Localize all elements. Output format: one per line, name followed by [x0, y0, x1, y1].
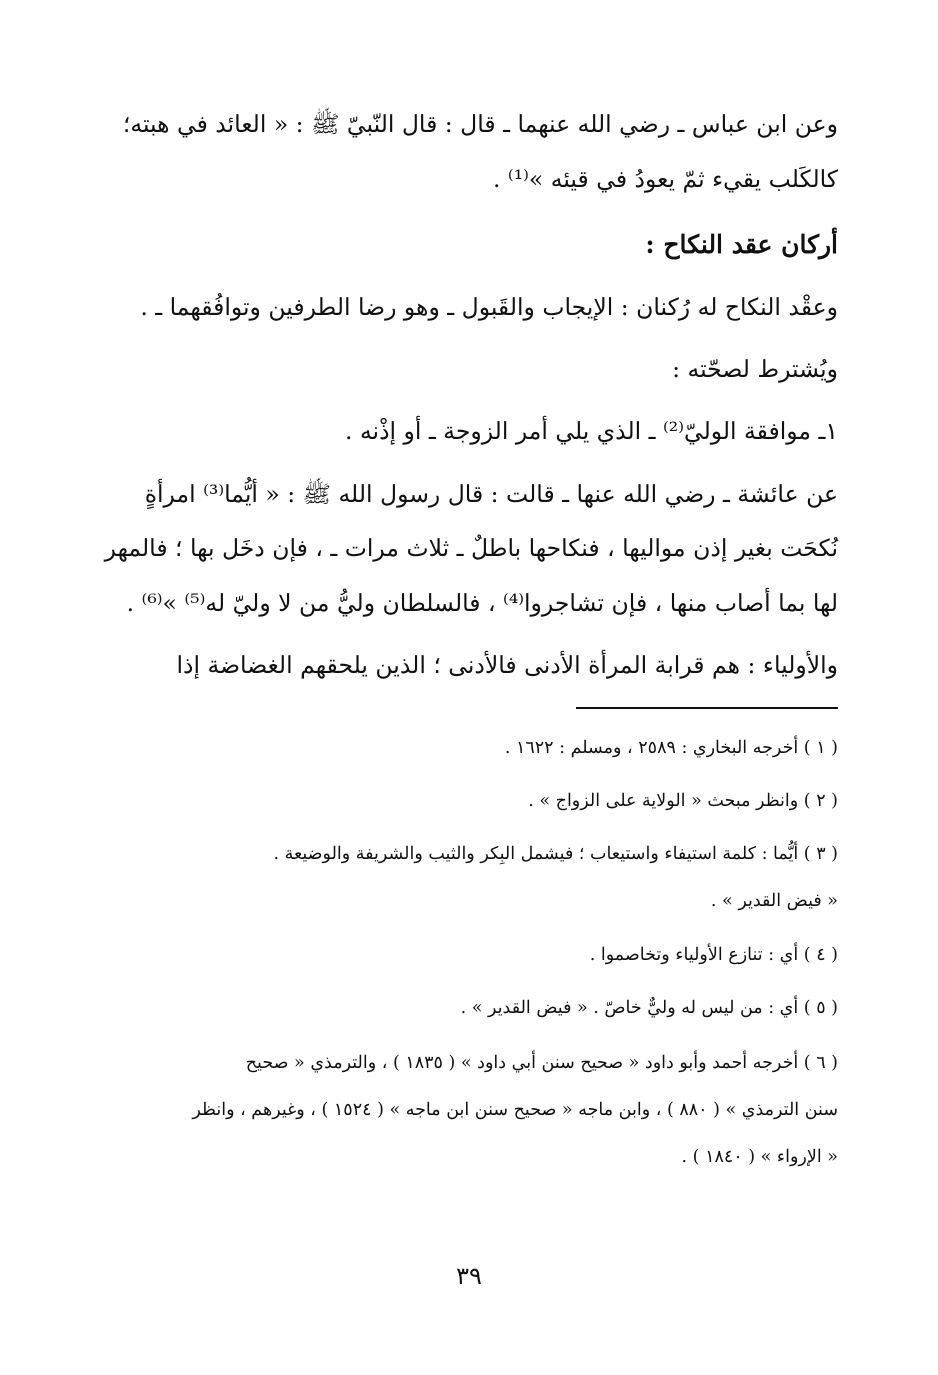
body-line: والأولياء : هم قرابة المرأة الأدنى فالأدنى ؛ الذين يلحقهم الغضاضة إذا	[176, 651, 838, 679]
footnote-line: سنن الترمذي » ( ٨٨٠ ) ، وابن ماجه « صحيح سنن ابن ماجه » ( ١٥٢٤ ) ، وغيرهم ، وانظر	[192, 1100, 838, 1120]
footnote-line: « فيض القدير » .	[710, 891, 838, 911]
footnote-line: « الإرواء » ( ١٨٤٠ ) .	[681, 1147, 838, 1167]
body-line: وعقْد النكاح له رُكنان : الإيجاب والقَبول ـ وهو رضا الطرفين وتوافُقهما ـ .	[140, 293, 838, 321]
footnote-line: ( ١ ) أخرجه البخاري : ٢٥٨٩ ، ومسلم : ١٦٢٢ .	[504, 738, 838, 758]
body-line: وعن ابن عباس ـ رضي الله عنهما ـ قال : قال النّبيّ ﷺ : « العائد في هبته؛	[122, 110, 838, 138]
footnote-line: ( ٦ ) أخرجه أحمد وأبو داود « صحيح سنن أبي داود » ( ١٨٣٥ ) ، والترمذي « صحيح	[245, 1053, 838, 1073]
footnote-line: ( ٥ ) أي : من ليس له وليٌّ خاصّ . « فيض القدير » .	[460, 998, 838, 1018]
body-line: عن عائشة ـ رضي الله عنها ـ قالت : قال رسول الله ﷺ : « أيُّما⁽³⁾ امرأةٍ	[144, 480, 838, 508]
footnote-separator	[576, 707, 838, 709]
body-line: كالكَلب يقيء ثمّ يعودُ في قيئه »⁽¹⁾ .	[492, 165, 838, 193]
footnote-line: ( ٣ ) أيُّما : كلمة استيفاء واستيعاب ؛ فيشمل البِكر والثيب والشريفة والوضيعة .	[273, 844, 838, 864]
page-number: ٣٩	[456, 1262, 482, 1290]
body-line: نُكحَت بغير إذن مواليها ، فنكاحها باطلٌ ـ ثلاث مرات ـ ، فإن دخَل بها ؛ فالمهر	[104, 534, 838, 562]
body-line: ويُشترط لصحّته :	[672, 355, 838, 383]
section-heading: أركان عقد النكاح :	[645, 230, 838, 259]
footnote-line: ( ٢ ) وانظر مبحث « الولاية على الزواج » .	[528, 791, 838, 811]
body-line: لها بما أصاب منها ، فإن تشاجروا⁽⁴⁾ ، فالسلطان وليُّ من لا وليّ له⁽⁵⁾ »⁽⁶⁾ .	[126, 589, 838, 617]
body-line: ١ـ موافقة الوليّ⁽²⁾ ـ الذي يلي أمر الزوجة ـ أو إذْنه .	[345, 417, 838, 445]
footnote-line: ( ٤ ) أي : تنازع الأولياء وتخاصموا .	[589, 945, 838, 965]
